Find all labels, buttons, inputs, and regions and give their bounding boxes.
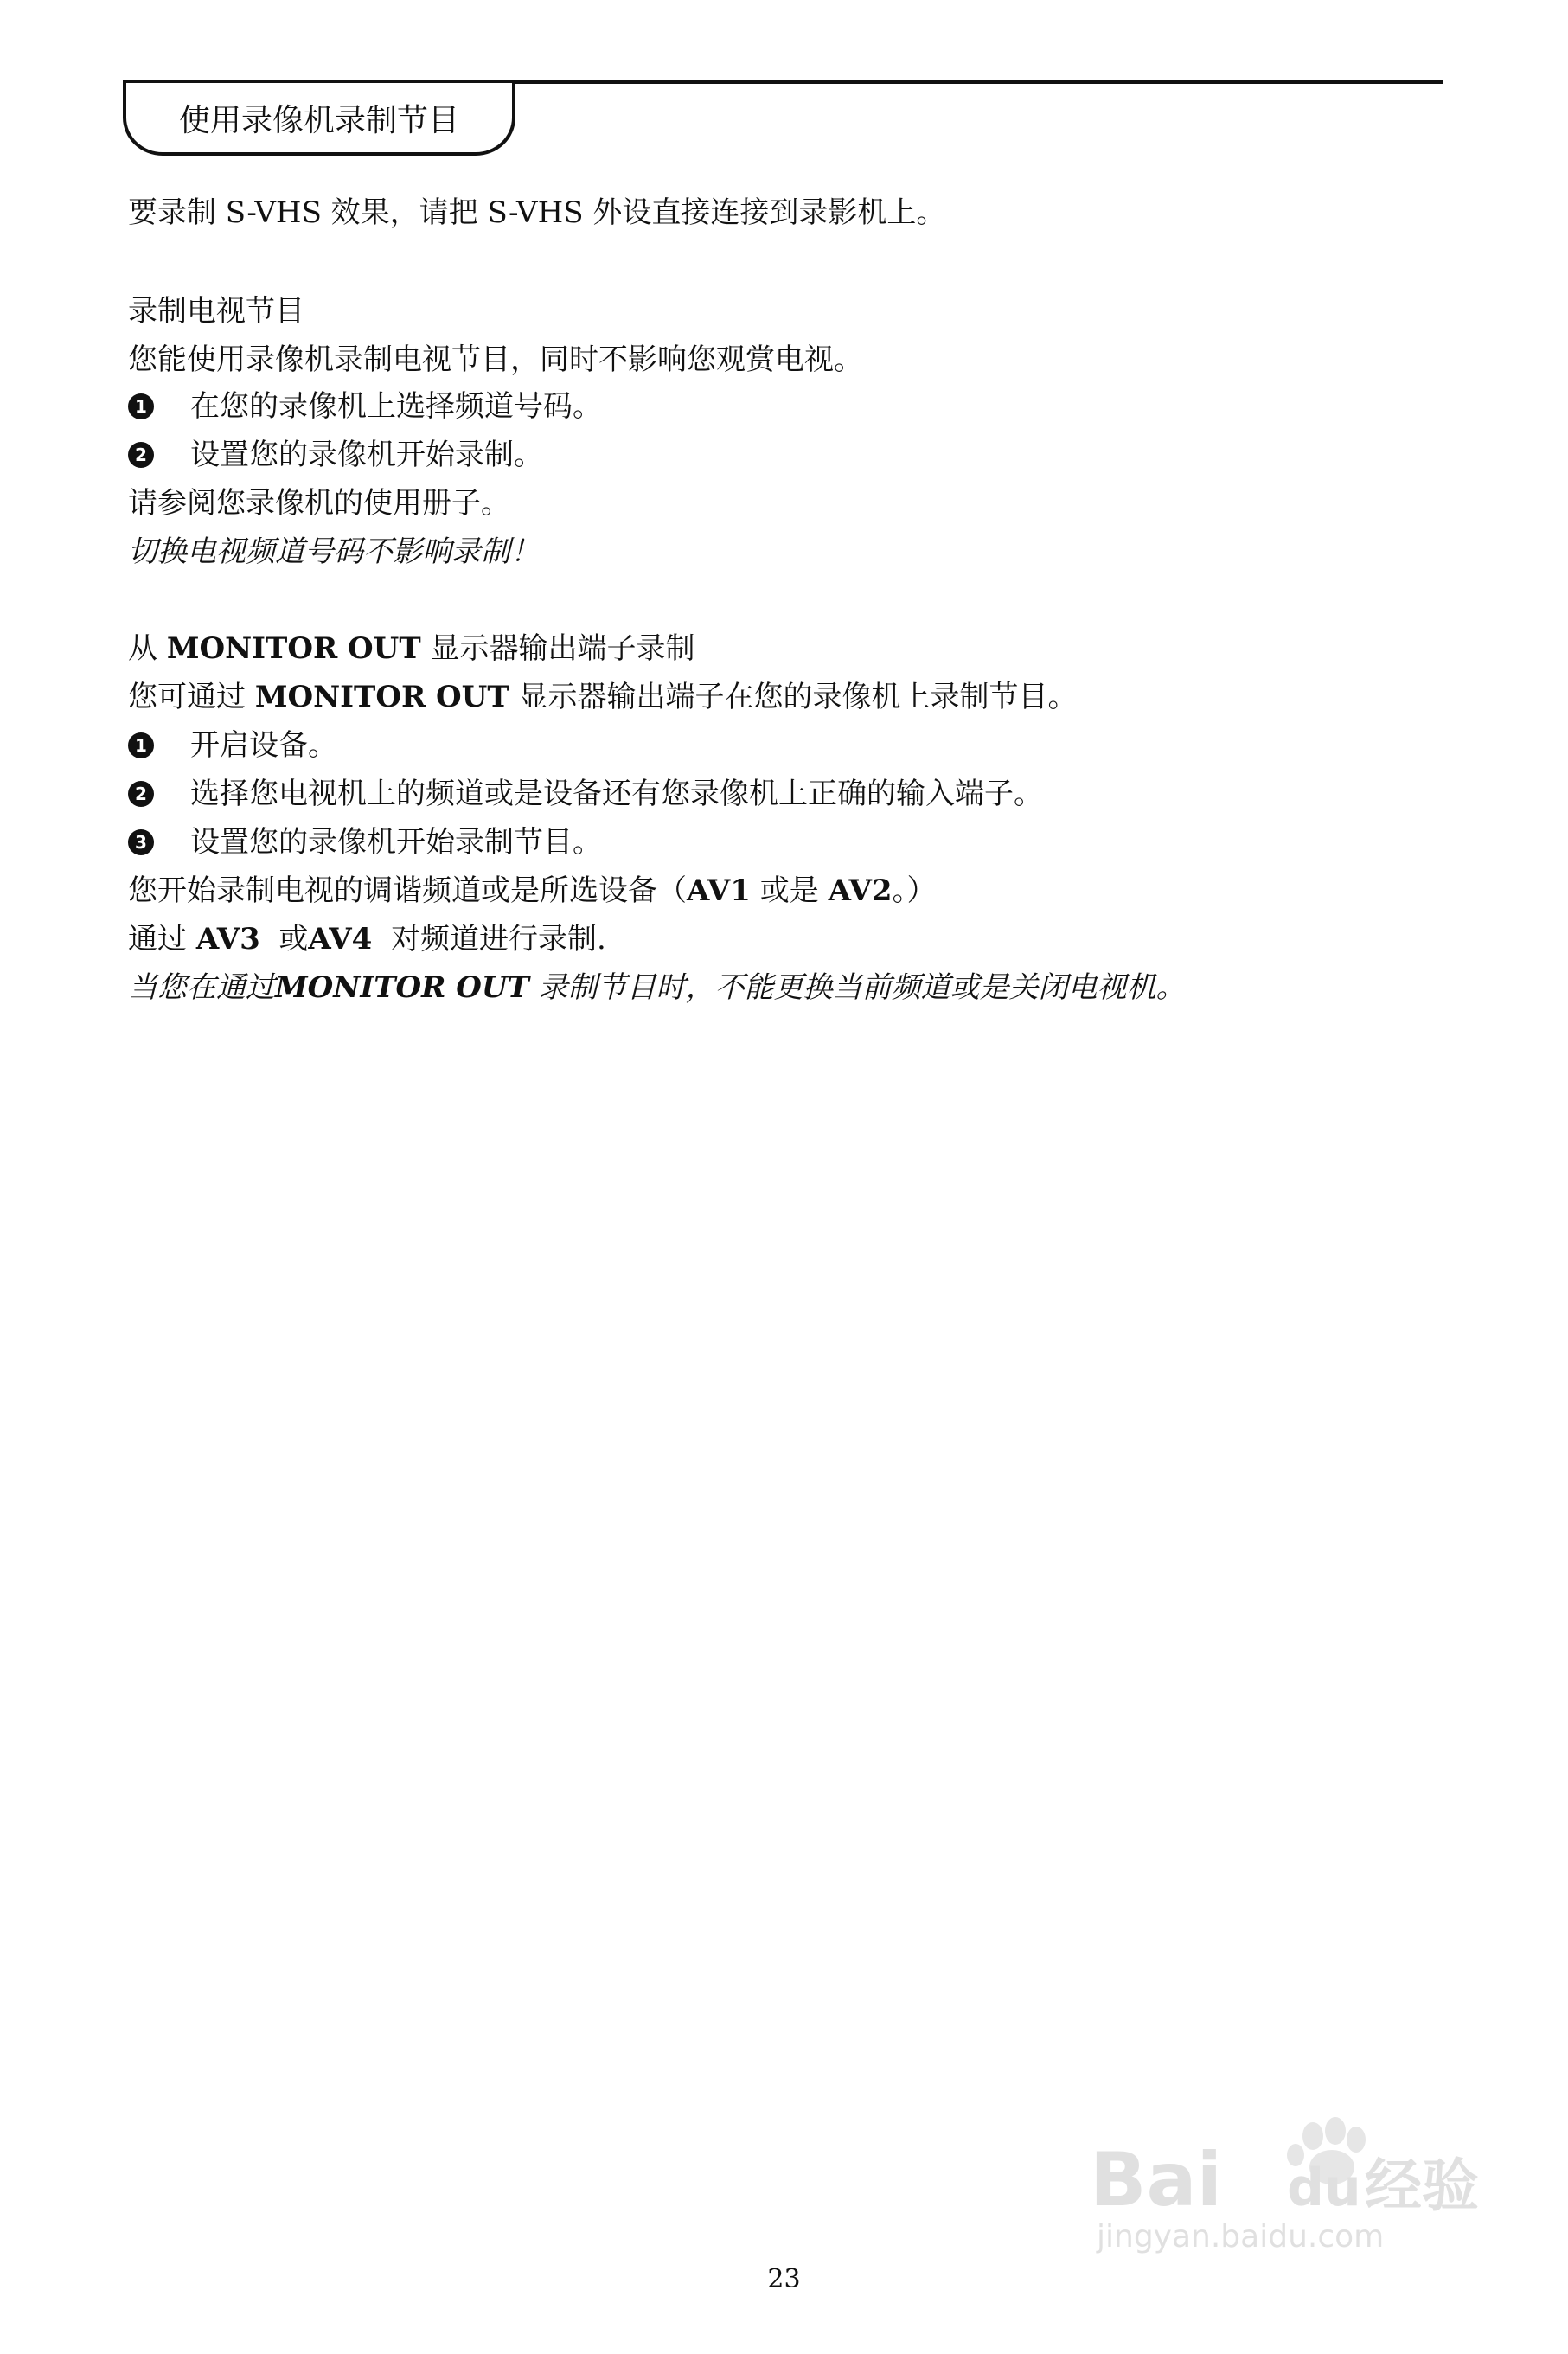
desc-bold: MONITOR OUT: [254, 680, 509, 714]
watermark-brand: Bai: [1090, 2137, 1223, 2223]
section1-step-1: [128, 387, 602, 425]
text: 录制节目时，不能更换当前频道或是关闭电视机。: [528, 970, 1186, 1005]
section2-heading: [128, 630, 694, 668]
step-text: 设置您的录像机开始录制节目。: [190, 825, 602, 860]
step-number-badge: 1: [128, 393, 154, 419]
section2-description: [128, 678, 1077, 716]
av-label: AV2: [828, 873, 893, 908]
text: 或: [259, 922, 309, 956]
section2-step-1: [128, 726, 337, 764]
heading-suffix: 显示器输出端子录制: [420, 631, 695, 666]
section1-description: 您能使用录像机录制电视节目，同时不影响您观赏电视。: [128, 342, 863, 377]
step-text: 设置您的录像机开始录制。: [190, 438, 543, 472]
heading-prefix: 从: [128, 631, 167, 666]
step-number-badge: 2: [128, 781, 154, 807]
text: 您开始录制电视的调谐频道或是所选设备（: [128, 873, 687, 908]
section2-italic-note: [128, 969, 1186, 1007]
step-text: 在您的录像机上选择频道号码。: [190, 389, 602, 424]
text: 当您在通过: [128, 970, 275, 1005]
section-title: 使用录像机录制节目: [178, 102, 459, 138]
section2-av-line-1: [128, 872, 937, 910]
step-text: 选择您电视机上的频道或是设备还有您录像机上正确的输入端子。: [190, 777, 1043, 811]
baidu-jingyan-watermark: [1090, 2110, 1496, 2257]
italic-bold: MONITOR OUT: [275, 970, 529, 1005]
av-label: AV4: [308, 922, 373, 956]
section1-heading: 录制电视节目: [128, 294, 304, 329]
watermark-url: jingyan.baidu.com: [1097, 2219, 1385, 2255]
section1-step-2: [128, 436, 543, 474]
av-label: AV1: [687, 873, 751, 908]
desc-suffix: 显示器输出端子在您的录像机上录制节目。: [509, 680, 1078, 714]
section-title-tab: [123, 80, 515, 156]
heading-bold: MONITOR OUT: [166, 631, 421, 666]
section1-note: 请参阅您录像机的使用册子。: [128, 486, 510, 521]
section2-step-2: [128, 775, 1043, 813]
text: 通过: [128, 922, 196, 956]
page-number: 23: [767, 2264, 801, 2294]
section2-av-line-2: [128, 920, 606, 958]
text: 。）: [892, 873, 937, 908]
section2-step-3: [128, 823, 602, 861]
step-text: 开启设备。: [190, 728, 337, 763]
step-number-badge: 3: [128, 829, 154, 855]
intro-text: 要录制 S-VHS 效果，请把 S-VHS 外设直接连接到录影机上。: [128, 195, 946, 230]
step-number-badge: 2: [128, 442, 154, 468]
watermark-brand2: du: [1287, 2158, 1361, 2218]
step-number-badge: 1: [128, 732, 154, 758]
text: 对频道进行录制.: [372, 922, 606, 956]
text: 或是: [750, 873, 829, 908]
av-label: AV3: [195, 922, 260, 956]
desc-prefix: 您可通过: [128, 680, 255, 714]
section1-italic-note: 切换电视频道号码不影响录制！: [128, 534, 540, 569]
watermark-cn: 经验: [1365, 2153, 1479, 2219]
